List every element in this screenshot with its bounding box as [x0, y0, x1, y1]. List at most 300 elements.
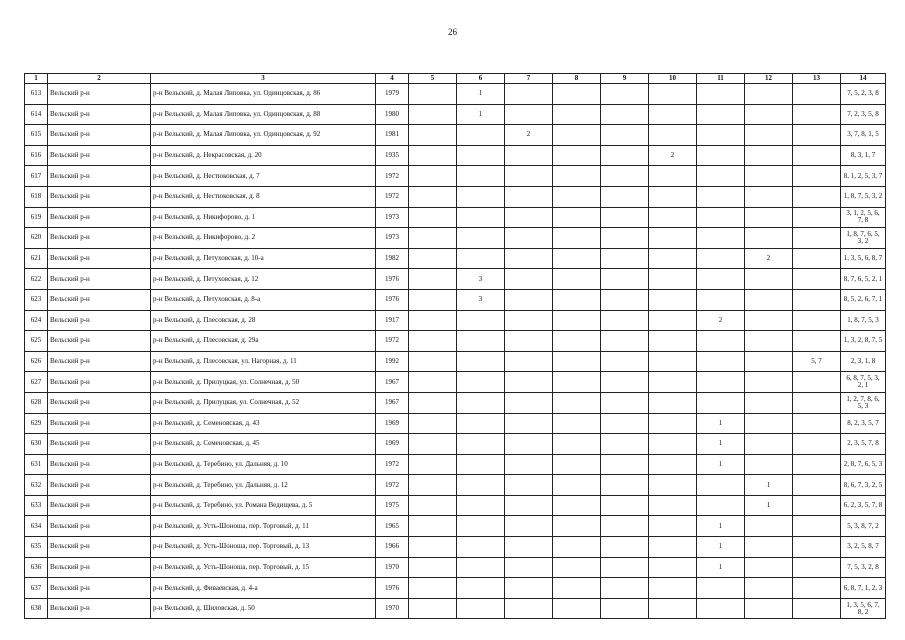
table-cell-col-8 — [553, 475, 601, 496]
table-cell-col-5 — [409, 495, 457, 516]
table-cell-col-1: 621 — [25, 248, 48, 269]
table-cell-col-14: 7, 5, 3, 2, 8 — [841, 557, 886, 578]
table-cell-col-7 — [505, 166, 553, 187]
table-row — [25, 351, 886, 372]
table-row — [25, 228, 886, 249]
table-cell-col-9 — [601, 578, 649, 599]
table-cell-col-2: Вельский р-н — [48, 454, 151, 475]
table-cell-col-6 — [457, 578, 505, 599]
table-cell-col-10 — [649, 104, 697, 125]
table-cell-col-11 — [697, 186, 745, 207]
table-cell-col-10 — [649, 166, 697, 187]
table-cell-col-10 — [649, 228, 697, 249]
table-row — [25, 578, 886, 599]
table-cell-col-10 — [649, 495, 697, 516]
table-cell-col-10 — [649, 578, 697, 599]
table-cell-col-3: р-н Вельский, д. Прилуцкая, ул. Солнечная, д. 52 — [151, 392, 376, 413]
table-cell-col-4: 1917 — [376, 310, 409, 331]
table-cell-col-14: 1, 2, 7, 8, 6, 5, 3 — [841, 392, 886, 413]
table-cell-col-12 — [745, 372, 793, 393]
table-cell-col-1: 616 — [25, 145, 48, 166]
table-row — [25, 289, 886, 310]
table-cell-col-13 — [793, 454, 841, 475]
table-cell-col-11: 1 — [697, 413, 745, 434]
table-cell-col-11: 1 — [697, 557, 745, 578]
table-cell-col-1: 615 — [25, 125, 48, 146]
column-header-8: 8 — [553, 74, 601, 84]
table-cell-col-14: 7, 2, 3, 5, 8 — [841, 104, 886, 125]
table-cell-col-12 — [745, 104, 793, 125]
table-cell-col-13 — [793, 186, 841, 207]
table-cell-col-4: 1975 — [376, 495, 409, 516]
table-cell-col-12 — [745, 413, 793, 434]
table-cell-col-1: 634 — [25, 516, 48, 537]
table-header-row — [25, 74, 886, 84]
table-cell-col-14: 2, 3, 5, 7, 8 — [841, 434, 886, 455]
table-cell-col-10 — [649, 351, 697, 372]
table-cell-col-3: р-н Вельский, д. Усть-Шоноша, пер. Торговый, д. 13 — [151, 537, 376, 558]
table-cell-col-2: Вельский р-н — [48, 392, 151, 413]
table-cell-col-3: р-н Вельский, д. Петуховская, д. 10-а — [151, 248, 376, 269]
table-cell-col-11: 1 — [697, 537, 745, 558]
table-cell-col-2: Вельский р-н — [48, 166, 151, 187]
table-cell-col-9 — [601, 310, 649, 331]
table-cell-col-8 — [553, 186, 601, 207]
table-cell-col-1: 626 — [25, 351, 48, 372]
table-cell-col-14: 8, 7, 6, 5, 2, 1 — [841, 269, 886, 290]
table-cell-col-12 — [745, 331, 793, 352]
table-cell-col-10 — [649, 310, 697, 331]
table-cell-col-9 — [601, 125, 649, 146]
table-cell-col-13 — [793, 392, 841, 413]
table-cell-col-13 — [793, 125, 841, 146]
table-cell-col-1: 622 — [25, 269, 48, 290]
table-cell-col-13 — [793, 495, 841, 516]
table-cell-col-14: 1, 8, 7, 5, 3, 2 — [841, 186, 886, 207]
table-cell-col-7 — [505, 598, 553, 619]
table-row — [25, 310, 886, 331]
table-cell-col-2: Вельский р-н — [48, 351, 151, 372]
table-cell-col-3: р-н Вельский, д. Шиловская, д. 50 — [151, 598, 376, 619]
table-cell-col-4: 1972 — [376, 186, 409, 207]
table-cell-col-10 — [649, 269, 697, 290]
table-cell-col-12 — [745, 516, 793, 537]
table-cell-col-3: р-н Вельский, д. Семеновская, д. 43 — [151, 413, 376, 434]
table-cell-col-14: 8, 5, 2, 6, 7, 1 — [841, 289, 886, 310]
table-cell-col-1: 628 — [25, 392, 48, 413]
column-header-12: 12 — [745, 74, 793, 84]
table-cell-col-8 — [553, 537, 601, 558]
column-header-10: 10 — [649, 74, 697, 84]
table-cell-col-7 — [505, 434, 553, 455]
table-cell-col-14: 1, 8, 7, 6, 5, 3, 2 — [841, 228, 886, 249]
table-row — [25, 186, 886, 207]
table-cell-col-5 — [409, 557, 457, 578]
table-cell-col-10: 2 — [649, 145, 697, 166]
table-cell-col-2: Вельский р-н — [48, 331, 151, 352]
column-header-14: 14 — [841, 74, 886, 84]
table-cell-col-12 — [745, 207, 793, 228]
table-cell-col-2: Вельский р-н — [48, 413, 151, 434]
table-cell-col-9 — [601, 537, 649, 558]
table-cell-col-4: 1966 — [376, 537, 409, 558]
table-cell-col-1: 631 — [25, 454, 48, 475]
table-cell-col-6 — [457, 434, 505, 455]
table-cell-col-6 — [457, 310, 505, 331]
table-cell-col-9 — [601, 598, 649, 619]
table-cell-col-12 — [745, 351, 793, 372]
table-cell-col-7 — [505, 372, 553, 393]
table-cell-col-5 — [409, 372, 457, 393]
table-cell-col-11 — [697, 598, 745, 619]
table-cell-col-12: 1 — [745, 495, 793, 516]
table-cell-col-1: 638 — [25, 598, 48, 619]
table-cell-col-11 — [697, 125, 745, 146]
table-row — [25, 598, 886, 619]
table-cell-col-4: 1976 — [376, 269, 409, 290]
table-cell-col-1: 623 — [25, 289, 48, 310]
table-cell-col-4: 1967 — [376, 372, 409, 393]
table-cell-col-6: 3 — [457, 269, 505, 290]
table-cell-col-11 — [697, 392, 745, 413]
table-cell-col-9 — [601, 269, 649, 290]
table-cell-col-11: 1 — [697, 434, 745, 455]
table-cell-col-5 — [409, 207, 457, 228]
table-cell-col-2: Вельский р-н — [48, 598, 151, 619]
table-cell-col-7 — [505, 310, 553, 331]
table-cell-col-7 — [505, 413, 553, 434]
table-cell-col-3: р-н Вельский, д. Теребино, ул. Романа Ведищева, д. 5 — [151, 495, 376, 516]
table-cell-col-12: 1 — [745, 475, 793, 496]
table-cell-col-8 — [553, 578, 601, 599]
table-cell-col-4: 1970 — [376, 557, 409, 578]
table-cell-col-10 — [649, 413, 697, 434]
table-cell-col-3: р-н Вельский, д. Никифорово, д. 1 — [151, 207, 376, 228]
table-cell-col-8 — [553, 248, 601, 269]
table-cell-col-6: 1 — [457, 104, 505, 125]
table-cell-col-13 — [793, 578, 841, 599]
table-body — [25, 84, 886, 619]
table-cell-col-13 — [793, 516, 841, 537]
table-cell-col-9 — [601, 413, 649, 434]
table-cell-col-8 — [553, 84, 601, 105]
table-cell-col-8 — [553, 269, 601, 290]
table-cell-col-3: р-н Вельский, д. Малая Липовка, ул. Одинцовская, д. 88 — [151, 104, 376, 125]
table-cell-col-4: 1967 — [376, 392, 409, 413]
table-cell-col-4: 1979 — [376, 84, 409, 105]
table-cell-col-12 — [745, 454, 793, 475]
table-cell-col-4: 1976 — [376, 289, 409, 310]
table-cell-col-7 — [505, 392, 553, 413]
table-cell-col-3: р-н Вельский, д. Плесовская, ул. Нагорная, д. 11 — [151, 351, 376, 372]
table-cell-col-6: 3 — [457, 289, 505, 310]
column-header-13: 13 — [793, 74, 841, 84]
table-row — [25, 331, 886, 352]
table-cell-col-5 — [409, 454, 457, 475]
table-cell-col-10 — [649, 475, 697, 496]
table-cell-col-6 — [457, 228, 505, 249]
table-cell-col-1: 635 — [25, 537, 48, 558]
table-cell-col-5 — [409, 516, 457, 537]
table-cell-col-8 — [553, 372, 601, 393]
table-cell-col-5 — [409, 166, 457, 187]
table-cell-col-12 — [745, 578, 793, 599]
table-cell-col-12 — [745, 84, 793, 105]
table-cell-col-8 — [553, 145, 601, 166]
table-cell-col-8 — [553, 434, 601, 455]
table-cell-col-14: 3, 1, 2, 5, 6, 7, 8 — [841, 207, 886, 228]
table-cell-col-8 — [553, 516, 601, 537]
table-cell-col-3: р-н Вельский, д. Теребино, ул. Дальняя, д. 12 — [151, 475, 376, 496]
table-cell-col-8 — [553, 228, 601, 249]
table-row — [25, 104, 886, 125]
table-cell-col-11 — [697, 228, 745, 249]
table-cell-col-2: Вельский р-н — [48, 537, 151, 558]
table-cell-col-6 — [457, 454, 505, 475]
table-cell-col-1: 633 — [25, 495, 48, 516]
table-cell-col-8 — [553, 310, 601, 331]
table-cell-col-14: 1, 3, 5, 6, 7, 8, 2 — [841, 598, 886, 619]
table-cell-col-14: 8, 1, 2, 5, 3, 7 — [841, 166, 886, 187]
table-cell-col-6 — [457, 248, 505, 269]
table-cell-col-10 — [649, 289, 697, 310]
table-cell-col-1: 618 — [25, 186, 48, 207]
table-cell-col-9 — [601, 248, 649, 269]
table-cell-col-12 — [745, 557, 793, 578]
table-cell-col-6 — [457, 516, 505, 537]
table-cell-col-1: 617 — [25, 166, 48, 187]
table-cell-col-2: Вельский р-н — [48, 125, 151, 146]
table-cell-col-9 — [601, 475, 649, 496]
table-cell-col-5 — [409, 578, 457, 599]
column-header-4: 4 — [376, 74, 409, 84]
table-cell-col-7 — [505, 475, 553, 496]
table-cell-col-10 — [649, 537, 697, 558]
table-cell-col-13 — [793, 166, 841, 187]
table-cell-col-12 — [745, 537, 793, 558]
table-cell-col-2: Вельский р-н — [48, 228, 151, 249]
table-cell-col-10 — [649, 84, 697, 105]
table-cell-col-11 — [697, 495, 745, 516]
table-cell-col-10 — [649, 248, 697, 269]
table-cell-col-4: 1970 — [376, 598, 409, 619]
table-cell-col-13 — [793, 598, 841, 619]
table-cell-col-2: Вельский р-н — [48, 516, 151, 537]
table-cell-col-14: 8, 3, 1, 7 — [841, 145, 886, 166]
table-cell-col-13 — [793, 557, 841, 578]
table-cell-col-6 — [457, 537, 505, 558]
table-cell-col-9 — [601, 289, 649, 310]
table-cell-col-2: Вельский р-н — [48, 372, 151, 393]
table-cell-col-5 — [409, 248, 457, 269]
table-row — [25, 454, 886, 475]
table-cell-col-12 — [745, 289, 793, 310]
table-cell-col-7 — [505, 578, 553, 599]
table-cell-col-11: 2 — [697, 310, 745, 331]
table-cell-col-8 — [553, 104, 601, 125]
table-cell-col-6 — [457, 372, 505, 393]
table-cell-col-11: 1 — [697, 454, 745, 475]
table-cell-col-8 — [553, 331, 601, 352]
column-header-9: 9 — [601, 74, 649, 84]
table-cell-col-1: 636 — [25, 557, 48, 578]
table-cell-col-7 — [505, 269, 553, 290]
table-row — [25, 166, 886, 187]
table-cell-col-13 — [793, 145, 841, 166]
table-cell-col-6: 1 — [457, 84, 505, 105]
table-cell-col-9 — [601, 372, 649, 393]
table-cell-col-13 — [793, 537, 841, 558]
table-cell-col-8 — [553, 207, 601, 228]
table-cell-col-5 — [409, 331, 457, 352]
table-cell-col-7 — [505, 557, 553, 578]
table-row — [25, 125, 886, 146]
table-cell-col-3: р-н Вельский, д. Нестюковская, д. 7 — [151, 166, 376, 187]
table-cell-col-3: р-н Вельский, д. Некрасовская, д. 20 — [151, 145, 376, 166]
table-cell-col-12 — [745, 186, 793, 207]
table-cell-col-8 — [553, 454, 601, 475]
table-cell-col-2: Вельский р-н — [48, 310, 151, 331]
table-cell-col-4: 1981 — [376, 125, 409, 146]
table-cell-col-14: 5, 3, 8, 7, 2 — [841, 516, 886, 537]
table-cell-col-1: 625 — [25, 331, 48, 352]
table-cell-col-2: Вельский р-н — [48, 557, 151, 578]
table-cell-col-2: Вельский р-н — [48, 578, 151, 599]
table-cell-col-13 — [793, 104, 841, 125]
table-cell-col-9 — [601, 104, 649, 125]
table-cell-col-7: 2 — [505, 125, 553, 146]
table-cell-col-10 — [649, 207, 697, 228]
table-cell-col-10 — [649, 125, 697, 146]
table-cell-col-7 — [505, 228, 553, 249]
table-row — [25, 392, 886, 413]
table-cell-col-9 — [601, 516, 649, 537]
table-cell-col-14: 1, 3, 5, 6, 8, 7 — [841, 248, 886, 269]
table-row — [25, 248, 886, 269]
table-cell-col-8 — [553, 392, 601, 413]
table-cell-col-3: р-н Вельский, д. Усть-Шоноша, пер. Торговый, д. 11 — [151, 516, 376, 537]
table-cell-col-1: 629 — [25, 413, 48, 434]
column-header-2: 2 — [48, 74, 151, 84]
table-row — [25, 434, 886, 455]
table-cell-col-5 — [409, 598, 457, 619]
table-cell-col-12 — [745, 166, 793, 187]
table-cell-col-8 — [553, 289, 601, 310]
table-cell-col-14: 7, 5, 2, 3, 8 — [841, 84, 886, 105]
table-cell-col-14: 2, 8, 7, 6, 5, 3 — [841, 454, 886, 475]
table-cell-col-10 — [649, 392, 697, 413]
table-cell-col-2: Вельский р-н — [48, 475, 151, 496]
table-cell-col-9 — [601, 351, 649, 372]
table-cell-col-9 — [601, 495, 649, 516]
table-cell-col-13 — [793, 475, 841, 496]
table-cell-col-11 — [697, 269, 745, 290]
table-cell-col-13 — [793, 434, 841, 455]
table-cell-col-8 — [553, 166, 601, 187]
table-cell-col-11 — [697, 331, 745, 352]
table-cell-col-12 — [745, 269, 793, 290]
table-cell-col-14: 6, 8, 7, 1, 2, 3 — [841, 578, 886, 599]
table-cell-col-14: 3, 7, 8, 1, 5 — [841, 125, 886, 146]
table-cell-col-10 — [649, 454, 697, 475]
table-cell-col-3: р-н Вельский, д. Нестюковская, д. 8 — [151, 186, 376, 207]
table-cell-col-13 — [793, 331, 841, 352]
table-cell-col-11 — [697, 145, 745, 166]
table-cell-col-11 — [697, 104, 745, 125]
table-cell-col-14: 1, 8, 7, 5, 3 — [841, 310, 886, 331]
table-row — [25, 145, 886, 166]
table-cell-col-1: 637 — [25, 578, 48, 599]
table-cell-col-6 — [457, 145, 505, 166]
table-cell-col-3: р-н Вельский, д. Плесовская, д. 29а — [151, 331, 376, 352]
table-cell-col-5 — [409, 310, 457, 331]
table-cell-col-1: 614 — [25, 104, 48, 125]
table-cell-col-1: 627 — [25, 372, 48, 393]
table-cell-col-3: р-н Вельский, д. Плесовская, д. 28 — [151, 310, 376, 331]
table-cell-col-6 — [457, 331, 505, 352]
table-cell-col-7 — [505, 289, 553, 310]
table-cell-col-6 — [457, 207, 505, 228]
table-cell-col-6 — [457, 392, 505, 413]
table-cell-col-9 — [601, 557, 649, 578]
table-cell-col-14: 2, 3, 1, 8 — [841, 351, 886, 372]
table-cell-col-4: 1976 — [376, 578, 409, 599]
table-cell-col-9 — [601, 166, 649, 187]
table-cell-col-7 — [505, 454, 553, 475]
table-cell-col-6 — [457, 125, 505, 146]
column-header-3: 3 — [151, 74, 376, 84]
table-cell-col-12 — [745, 310, 793, 331]
table-cell-col-14: 3, 2, 5, 8, 7 — [841, 537, 886, 558]
table-cell-col-5 — [409, 392, 457, 413]
table-cell-col-7 — [505, 537, 553, 558]
table-cell-col-7 — [505, 331, 553, 352]
column-header-7: 7 — [505, 74, 553, 84]
table-cell-col-4: 1973 — [376, 207, 409, 228]
page-number: 26 — [448, 27, 457, 37]
table-cell-col-7 — [505, 145, 553, 166]
table-cell-col-12 — [745, 228, 793, 249]
table-cell-col-10 — [649, 331, 697, 352]
table-cell-col-4: 1969 — [376, 434, 409, 455]
table-cell-col-4: 1980 — [376, 104, 409, 125]
table-row — [25, 372, 886, 393]
table-cell-col-1: 620 — [25, 228, 48, 249]
table-cell-col-7 — [505, 84, 553, 105]
column-header-11: 11 — [697, 74, 745, 84]
table-row — [25, 516, 886, 537]
table-cell-col-12 — [745, 392, 793, 413]
table-cell-col-1: 630 — [25, 434, 48, 455]
table-cell-col-10 — [649, 598, 697, 619]
table-cell-col-10 — [649, 557, 697, 578]
table-cell-col-6 — [457, 598, 505, 619]
table-cell-col-8 — [553, 598, 601, 619]
table-cell-col-6 — [457, 186, 505, 207]
table-cell-col-12 — [745, 125, 793, 146]
table-cell-col-6 — [457, 166, 505, 187]
table-cell-col-8 — [553, 351, 601, 372]
table-row — [25, 84, 886, 105]
table-cell-col-11: 1 — [697, 516, 745, 537]
table-cell-col-14: 1, 3, 2, 8, 7, 5 — [841, 331, 886, 352]
table-cell-col-13 — [793, 289, 841, 310]
table-cell-col-10 — [649, 372, 697, 393]
table-cell-col-5 — [409, 186, 457, 207]
table-cell-col-11 — [697, 166, 745, 187]
table-cell-col-9 — [601, 434, 649, 455]
table-cell-col-6 — [457, 413, 505, 434]
